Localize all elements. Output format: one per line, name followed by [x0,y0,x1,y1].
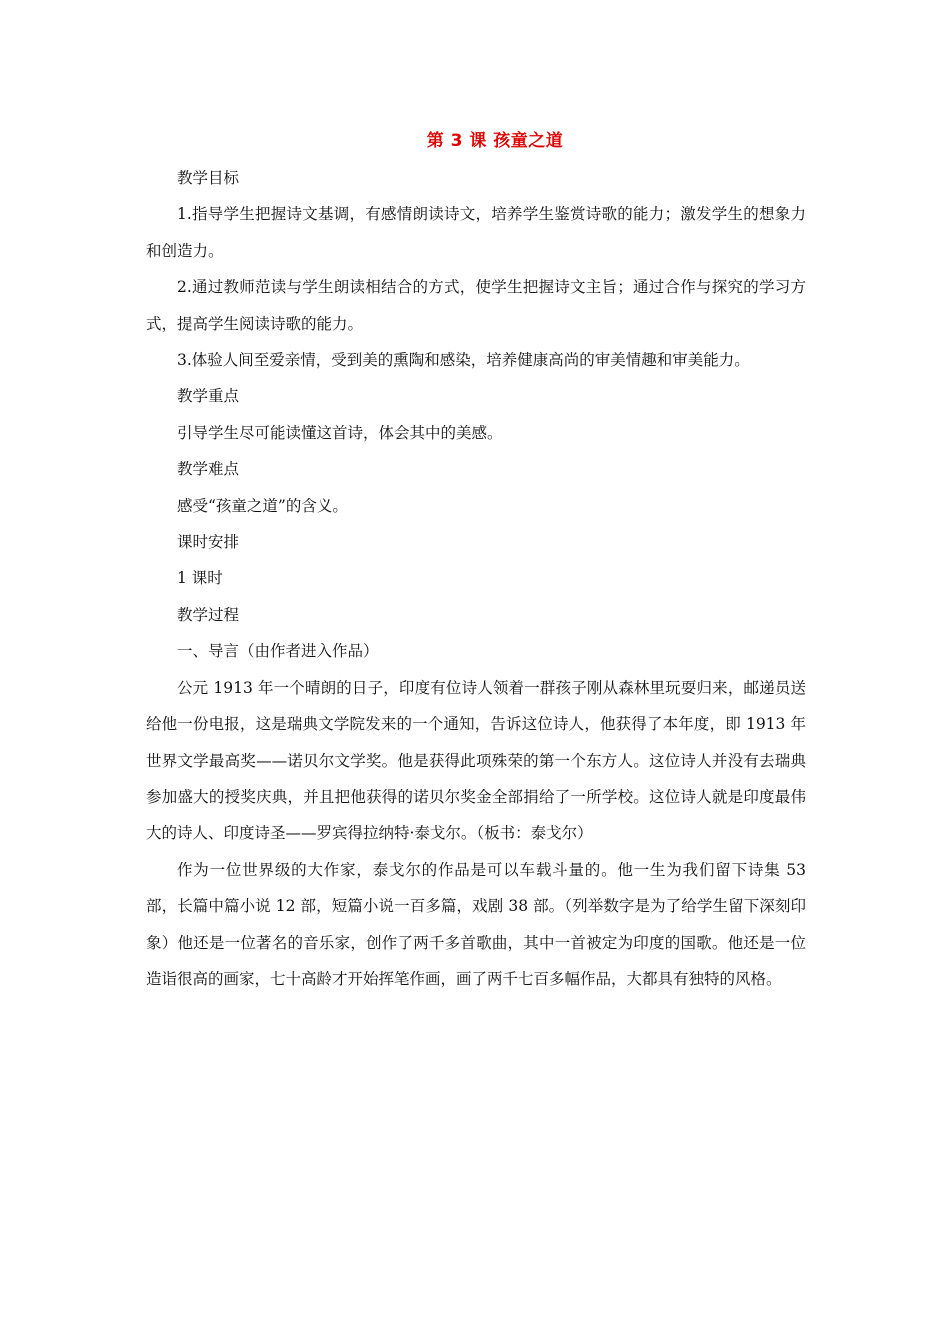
goal-item-2: 2.通过教师范读与学生朗读相结合的方式，使学生把握诗文主旨；通过合作与探究的学习方式，提高学生阅读诗歌的能力。 [146,278,806,333]
heading-teaching-goals: 教学目标 [177,169,240,187]
heading-teaching-focus: 教学重点 [177,387,240,406]
heading-schedule: 课时安排 [177,533,240,552]
teaching-focus-text: 引导学生尽可能读懂这首诗，体会其中的美感。 [177,423,503,442]
heading-teaching-process: 教学过程 [177,605,240,624]
goal-item-1: 1.指导学生把握诗文基调，有感情朗读诗文，培养学生鉴赏诗歌的能力；激发学生的想象力和创造力。 [146,205,806,260]
schedule-text: 1 课时 [177,569,223,588]
lesson-title: 第 3 课 孩童之道 [426,131,564,151]
goal-item-3: 3.体验人间至爱亲情，受到美的熏陶和感染，培养健康高尚的审美情趣和审美能力。 [177,351,750,370]
heading-teaching-difficulty: 教学难点 [177,460,240,479]
paragraph-tagore-works: 作为一位世界级的大作家，泰戈尔的作品是可以车载斗量的。他一生为我们留下诗集 53 部，长篇中篇小说 12 部，短篇小说一百多篇，戏剧 38 部。（列举数字是为了给学生留下深刻印象）他还是一位著名的音乐家，创作了两千多首歌曲，其中一首被定为印度的国歌。他还是一位造诣很高的画家，七十高龄才开始挥笔作画，画了两千七百多幅作品，大都具有独特的风格。 [146,860,806,988]
paragraph-nobel-story: 公元 1913 年一个晴朗的日子，印度有位诗人领着一群孩子刚从森林里玩耍归来，邮递员送给他一份电报，这是瑞典文学院发来的一个通知，告诉这位诗人，他获得了本年度，即 1913 年世界文学最高奖——诺贝尔文学奖。他是获得此项殊荣的第一个东方人。这位诗人并没有去瑞典参加盛大的授奖庆典，并且把他获得的诺贝尔奖金全部捐给了一所学校。这位诗人就是印度最伟大的诗人、印度诗圣——罗宾得拉纳特·泰戈尔。（板书：泰戈尔） [146,678,806,843]
teaching-difficulty-text: 感受“孩童之道”的含义。 [177,496,348,515]
section-introduction: 一、导言（由作者进入作品） [177,642,379,661]
document-body [146,160,806,997]
